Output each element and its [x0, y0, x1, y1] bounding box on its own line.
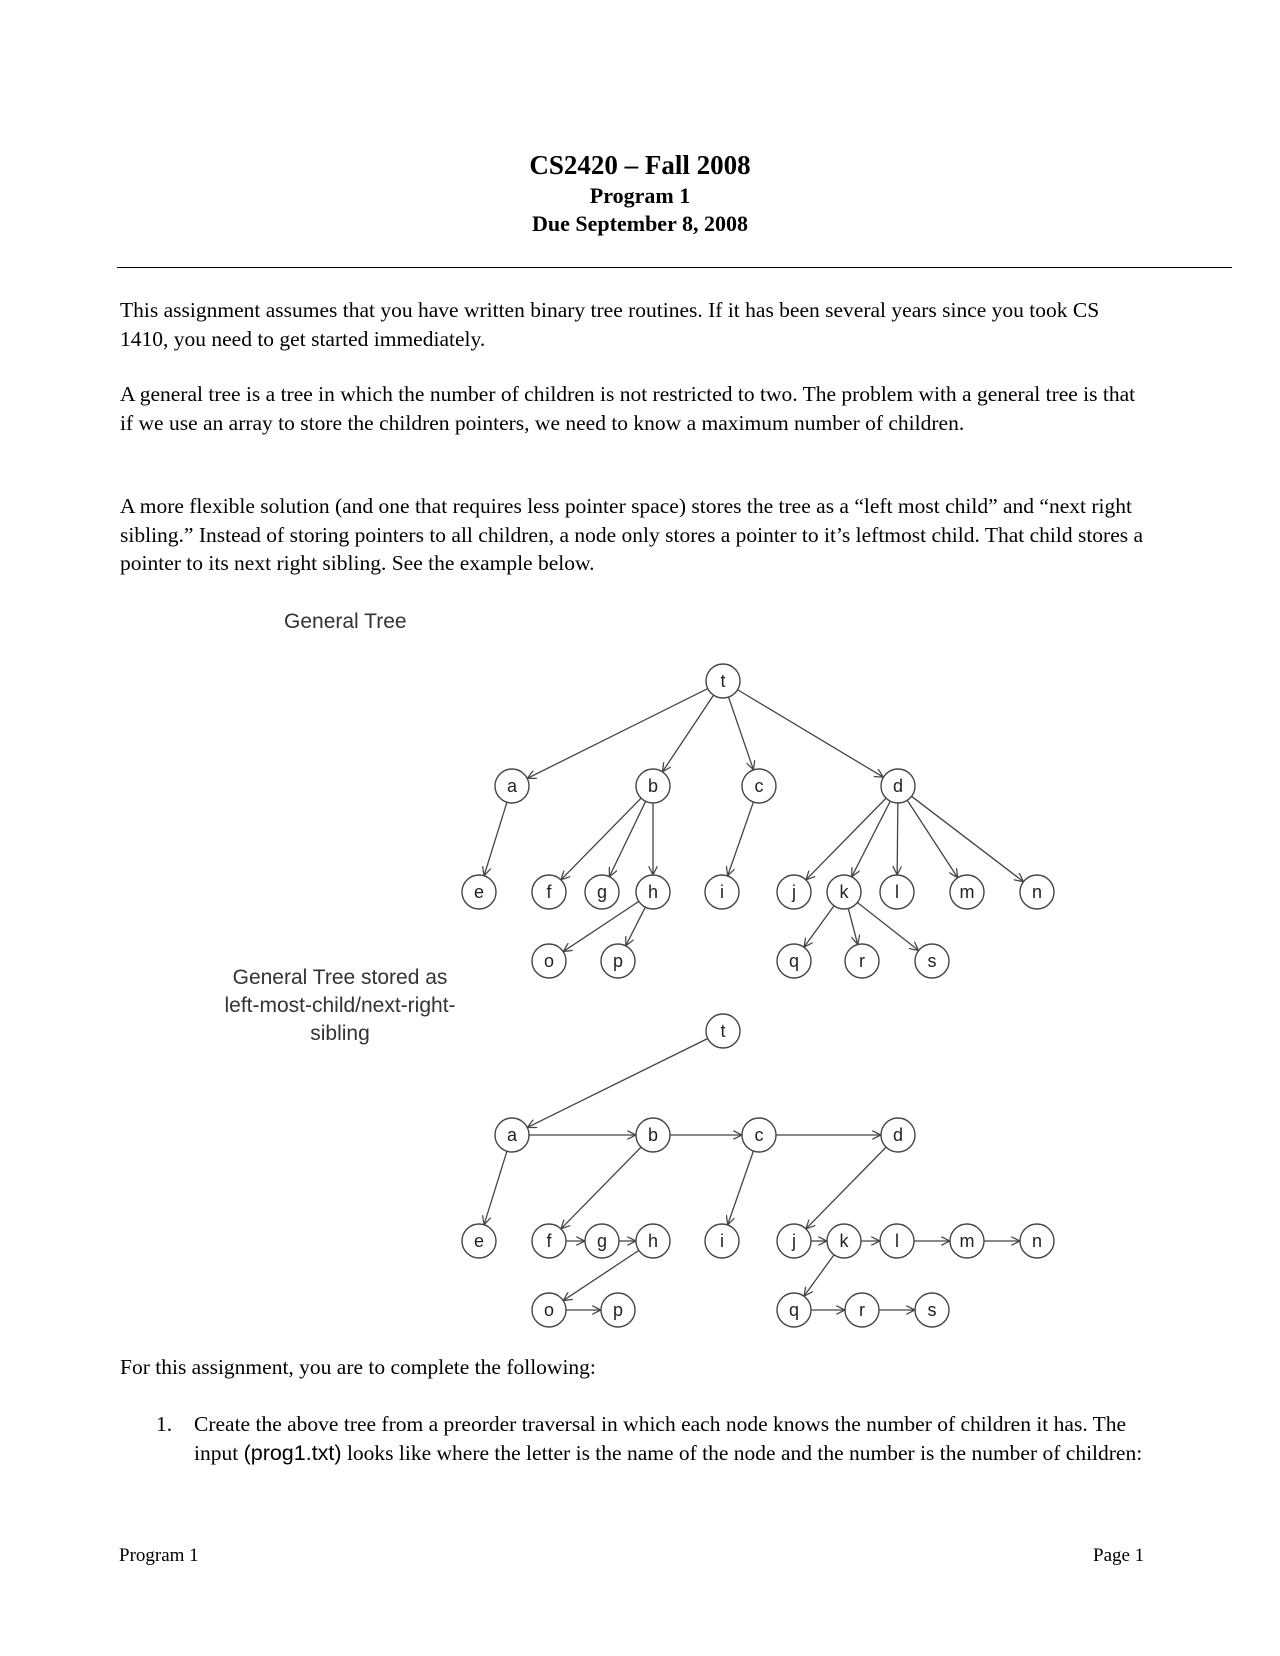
- list-item-number: 1.: [156, 1412, 173, 1436]
- node-label-a: a: [506, 776, 518, 796]
- node-label-k: k: [839, 1231, 849, 1251]
- input-filename: (prog1.txt): [243, 1440, 342, 1465]
- label-stored-line-2: left-most-child/next-right-: [224, 994, 456, 1017]
- list-item-text-b: looks like where the letter is the name of the node and the number is the number of children:: [341, 1440, 1143, 1465]
- edge-t-c: [729, 697, 754, 769]
- edge-d-j: [807, 798, 886, 879]
- footer-left: Program 1: [119, 1545, 199, 1566]
- edge-a-e: [484, 802, 507, 875]
- edge-b-f: [562, 798, 641, 879]
- node-label-m: m: [959, 1231, 975, 1251]
- program-title: Program 1: [589, 183, 691, 208]
- edge-t-a: [528, 1039, 708, 1128]
- node-label-o: o: [543, 951, 555, 971]
- node-label-e: e: [473, 1231, 485, 1251]
- node-label-i: i: [720, 1231, 724, 1251]
- node-label-q: q: [788, 1300, 800, 1320]
- list-item-text-a: Create the above tree from a preorder traversal in which each node knows the number of children it has. The input: [194, 1412, 1127, 1465]
- course-title: CS2420 – Fall 2008: [529, 150, 751, 180]
- edge-d-j: [807, 1147, 886, 1228]
- node-label-k: k: [839, 882, 849, 902]
- node-label-f: f: [546, 1231, 552, 1251]
- footer-page-number: Page 1: [1093, 1545, 1145, 1566]
- label-stored-line-3: sibling: [310, 1022, 370, 1045]
- node-label-b: b: [647, 776, 659, 796]
- paragraph-assignment: For this assignment, you are to complete the following:: [120, 1355, 596, 1379]
- edge-k-s: [857, 902, 917, 949]
- node-label-a: a: [506, 1125, 518, 1145]
- edge-c-i: [728, 1151, 753, 1224]
- node-label-n: n: [1031, 1231, 1043, 1251]
- label-stored-line-1: General Tree stored as: [232, 966, 448, 989]
- node-label-t: t: [720, 1021, 726, 1041]
- node-label-d: d: [892, 776, 904, 796]
- lmc-nrs-tree: [462, 1014, 1054, 1327]
- paragraph-intro: This assignment assumes that you have written binary tree routines. If it has been several years since you took CS 1410, you need to get started immediately.: [120, 298, 1100, 351]
- node-label-r: r: [859, 1300, 865, 1320]
- node-label-f: f: [546, 882, 552, 902]
- edge-d-n: [912, 796, 1023, 881]
- node-label-j: j: [792, 1231, 796, 1251]
- edge-c-i: [728, 802, 753, 875]
- node-label-t: t: [720, 671, 726, 691]
- node-label-c: c: [754, 776, 764, 796]
- node-label-g: g: [596, 882, 608, 902]
- node-label-o: o: [543, 1300, 555, 1320]
- paragraph-general-tree: A general tree is a tree in which the number of children is not restricted to two. The problem with a general tree is that if we use an array to store the children pointers, we need to know a maximum number of children.: [120, 382, 1136, 435]
- node-label-m: m: [959, 882, 975, 902]
- node-label-e: e: [473, 882, 485, 902]
- edge-t-d: [738, 690, 883, 777]
- general-tree: [462, 664, 1054, 978]
- node-label-h: h: [647, 882, 659, 902]
- node-label-p: p: [612, 1300, 624, 1320]
- node-label-s: s: [927, 1300, 937, 1320]
- edge-k-q: [805, 1255, 834, 1296]
- edge-k-q: [805, 906, 834, 947]
- node-label-r: r: [859, 951, 865, 971]
- node-label-s: s: [927, 951, 937, 971]
- paragraph-flexible-solution: A more flexible solution (and one that requires less pointer space) stores the tree as a “left most child” and “next right sibling.” Instead of storing pointers to all children, a node only stores a pointer to it’s leftmost child. That child stores a pointer to its next right sibling. See the example below.: [120, 494, 1144, 575]
- node-label-i: i: [720, 882, 724, 902]
- edge-d-l: [897, 803, 898, 874]
- node-label-d: d: [892, 1125, 904, 1145]
- edge-a-e: [484, 1151, 507, 1224]
- label-general-tree: General Tree: [284, 610, 407, 633]
- list-item-text: [194, 1410, 1154, 1467]
- edge-h-p: [626, 907, 645, 945]
- node-label-l: l: [895, 882, 899, 902]
- edge-k-r: [848, 908, 857, 943]
- node-label-g: g: [596, 1231, 608, 1251]
- due-date: Due September 8, 2008: [532, 211, 748, 236]
- node-label-b: b: [647, 1125, 659, 1145]
- node-label-j: j: [792, 882, 796, 902]
- edge-t-a: [528, 689, 708, 778]
- node-label-q: q: [788, 951, 800, 971]
- node-label-n: n: [1031, 882, 1043, 902]
- node-label-h: h: [647, 1231, 659, 1251]
- node-label-c: c: [754, 1125, 764, 1145]
- node-label-p: p: [612, 951, 624, 971]
- edge-b-f: [562, 1147, 641, 1228]
- node-label-l: l: [895, 1231, 899, 1251]
